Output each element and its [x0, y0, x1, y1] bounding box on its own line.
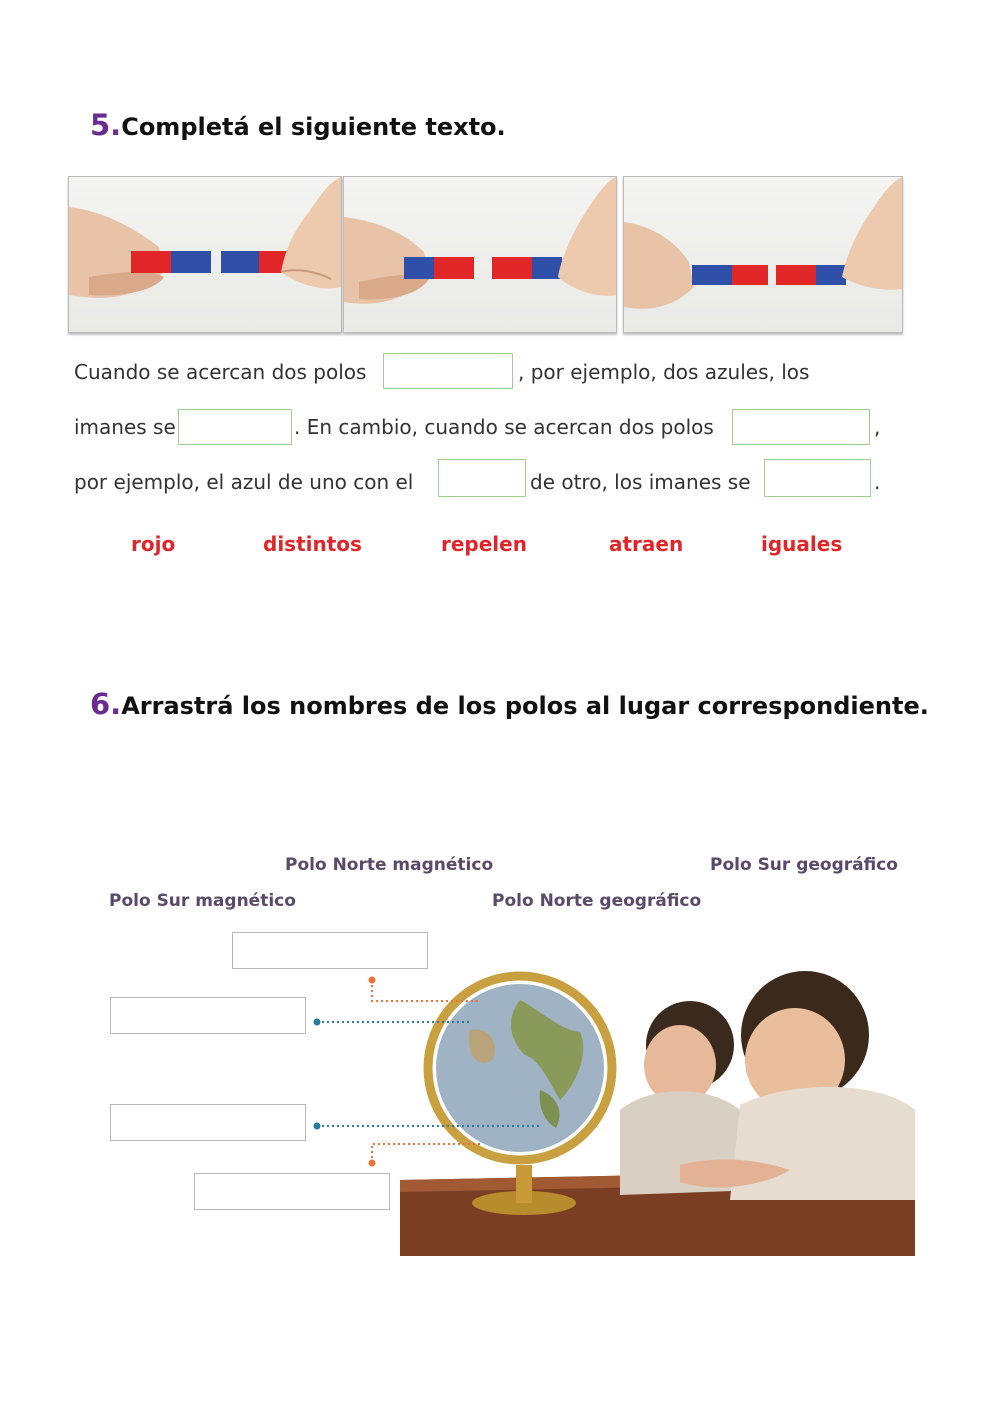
- text-line-3b: de otro, los imanes se: [530, 470, 751, 494]
- drop-target-1[interactable]: [232, 932, 428, 969]
- section-5-title: Completá el siguiente texto.: [121, 113, 506, 141]
- text-line-2a: imanes se: [74, 415, 176, 439]
- label-polo-sur-magnetico[interactable]: Polo Sur magnético: [109, 891, 296, 911]
- section-6-heading: [90, 687, 929, 721]
- magnet-photo-2: [343, 176, 617, 333]
- text-line-1a: Cuando se acercan dos polos: [74, 360, 367, 384]
- section-5-number: 5.: [90, 108, 122, 142]
- text-line-2b: . En cambio, cuando se acercan dos polos: [294, 415, 714, 439]
- word-distintos[interactable]: distintos: [263, 532, 362, 556]
- text-line-3a: por ejemplo, el azul de uno con el: [74, 470, 414, 494]
- magnet-photo-3: [623, 176, 903, 333]
- blank-3[interactable]: [732, 409, 870, 445]
- blank-5[interactable]: [764, 459, 871, 497]
- label-polo-sur-geografico[interactable]: Polo Sur geográfico: [710, 855, 898, 875]
- blank-2[interactable]: [178, 409, 292, 445]
- word-rojo[interactable]: rojo: [131, 532, 176, 556]
- drop-target-3[interactable]: [110, 1104, 306, 1141]
- word-iguales[interactable]: iguales: [761, 532, 843, 556]
- drop-target-2[interactable]: [110, 997, 306, 1034]
- text-line-1b: , por ejemplo, dos azules, los: [518, 360, 810, 384]
- section-6-title: Arrastrá los nombres de los polos al lugar correspondiente.: [121, 692, 929, 720]
- blank-4[interactable]: [438, 459, 526, 497]
- section-6-number: 6.: [90, 687, 122, 721]
- text-line-3c: .: [874, 470, 881, 494]
- text-line-2c: ,: [874, 415, 881, 439]
- drop-target-4[interactable]: [194, 1173, 390, 1210]
- kid-2-shirt: [730, 1087, 915, 1200]
- word-repelen[interactable]: repelen: [441, 532, 527, 556]
- word-atraen[interactable]: atraen: [609, 532, 684, 556]
- label-polo-norte-magnetico[interactable]: Polo Norte magnético: [285, 855, 494, 875]
- section-5-heading: [90, 108, 506, 142]
- magnet-photo-1: [68, 176, 342, 333]
- blank-1[interactable]: [383, 353, 513, 389]
- label-polo-norte-geografico[interactable]: Polo Norte geográfico: [492, 891, 702, 911]
